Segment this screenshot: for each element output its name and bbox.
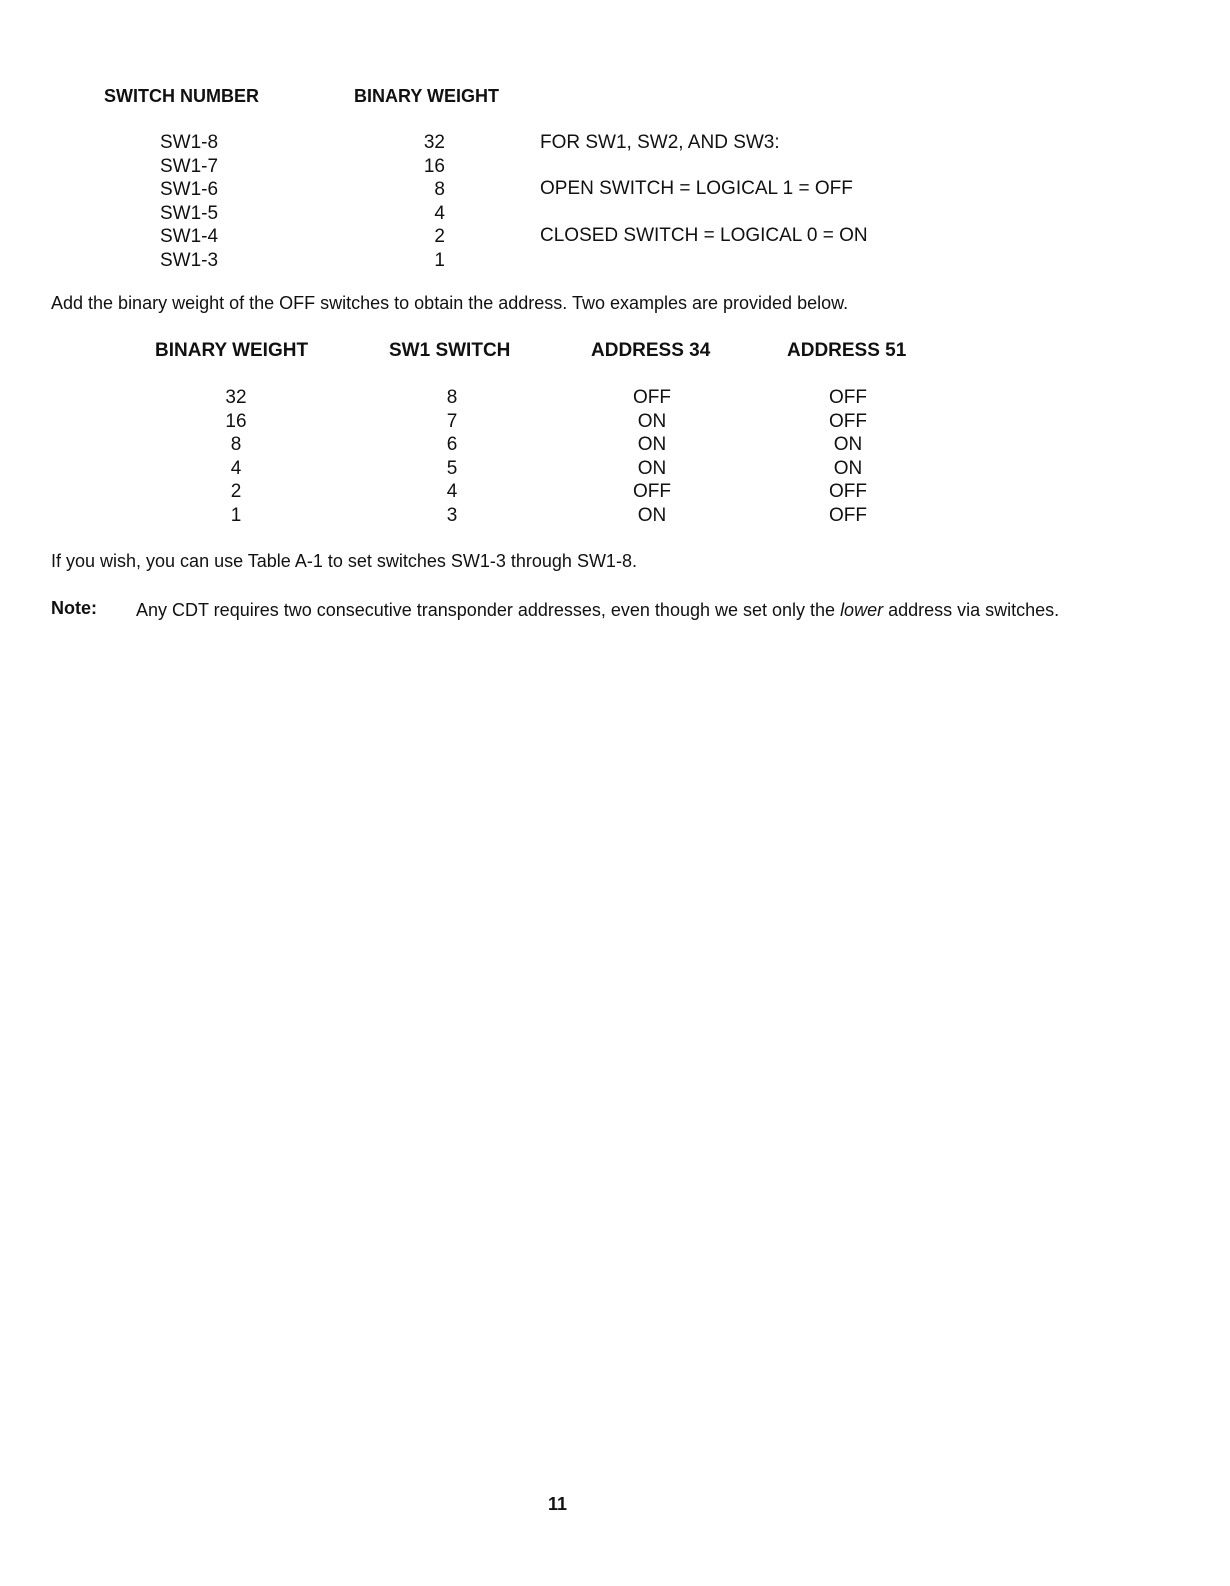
table2-weight-cell: 1 <box>230 504 242 526</box>
table1-weight-cell: 4 <box>434 202 445 224</box>
note-emphasis: lower <box>840 600 884 620</box>
rule-intro: FOR SW1, SW2, AND SW3: <box>540 132 780 153</box>
table2-address34-cell: OFF <box>633 387 671 408</box>
table2-weight-cell: 16 <box>225 410 247 432</box>
table1-weight-cell: 1 <box>434 249 445 271</box>
instruction-paragraph: Add the binary weight of the OFF switches to obtain the address. Two examples are provided below. <box>51 293 849 313</box>
table1-switch-cell: SW1-7 <box>160 155 219 177</box>
note-text-after: address via switches. <box>883 600 1060 620</box>
table2-address51-cell: OFF <box>829 410 867 432</box>
note-label: Note: <box>51 598 97 618</box>
table2-address51-cell: ON <box>833 457 863 479</box>
table2-address34-cell: ON <box>637 504 667 526</box>
table2-switch-cell: 4 <box>446 481 458 502</box>
table2-address51-cell: ON <box>833 434 863 455</box>
table2-header-address-34: ADDRESS 34 <box>591 340 711 361</box>
table1-weight-cell: 2 <box>434 226 445 247</box>
table2-address51-cell: OFF <box>829 504 867 526</box>
rule-open-switch: OPEN SWITCH = LOGICAL 1 = OFF <box>540 178 853 199</box>
table1-header-binary-weight: BINARY WEIGHT <box>354 86 500 106</box>
table1-switch-cell: SW1-5 <box>160 202 219 224</box>
table1-weight-cell: 8 <box>434 179 445 200</box>
table1-header-switch-number: SWITCH NUMBER <box>104 86 259 106</box>
rule-closed-switch: CLOSED SWITCH = LOGICAL 0 = ON <box>540 225 868 246</box>
table1-weight-cell: 16 <box>423 155 445 177</box>
table2-header-sw1-switch: SW1 SWITCH <box>389 340 511 361</box>
table2-weight-cell: 32 <box>225 387 247 408</box>
table1-switch-cell: SW1-3 <box>160 249 219 271</box>
table2-switch-cell: 8 <box>446 387 458 408</box>
table2-address34-cell: ON <box>637 434 667 455</box>
table1-weight-cell: 32 <box>423 132 445 153</box>
table2-header-binary-weight: BINARY WEIGHT <box>155 340 309 361</box>
table2-switch-cell: 7 <box>446 410 458 432</box>
table2-weight-cell: 4 <box>230 457 242 479</box>
table-reference-paragraph: If you wish, you can use Table A-1 to set switches SW1-3 through SW1-8. <box>51 551 637 571</box>
table1-switch-cell: SW1-4 <box>160 226 219 247</box>
table1-switch-cell: SW1-6 <box>160 179 219 200</box>
table2-switch-cell: 5 <box>446 457 458 479</box>
note-text <box>136 598 1076 623</box>
table2-weight-cell: 8 <box>230 434 242 455</box>
table2-switch-cell: 6 <box>446 434 458 455</box>
table1-switch-cell: SW1-8 <box>160 132 219 153</box>
table2-address34-cell: ON <box>637 410 667 432</box>
page-number: 11 <box>548 1494 568 1514</box>
table2-weight-cell: 2 <box>230 481 242 502</box>
table2-switch-cell: 3 <box>446 504 458 526</box>
table2-address51-cell: OFF <box>829 387 867 408</box>
note-text-before: Any CDT requires two consecutive transponder addresses, even though we set only the <box>136 600 841 620</box>
table2-address51-cell: OFF <box>829 481 867 502</box>
table2-header-address-51: ADDRESS 51 <box>787 340 907 361</box>
table2-address34-cell: ON <box>637 457 667 479</box>
table2-address34-cell: OFF <box>633 481 671 502</box>
